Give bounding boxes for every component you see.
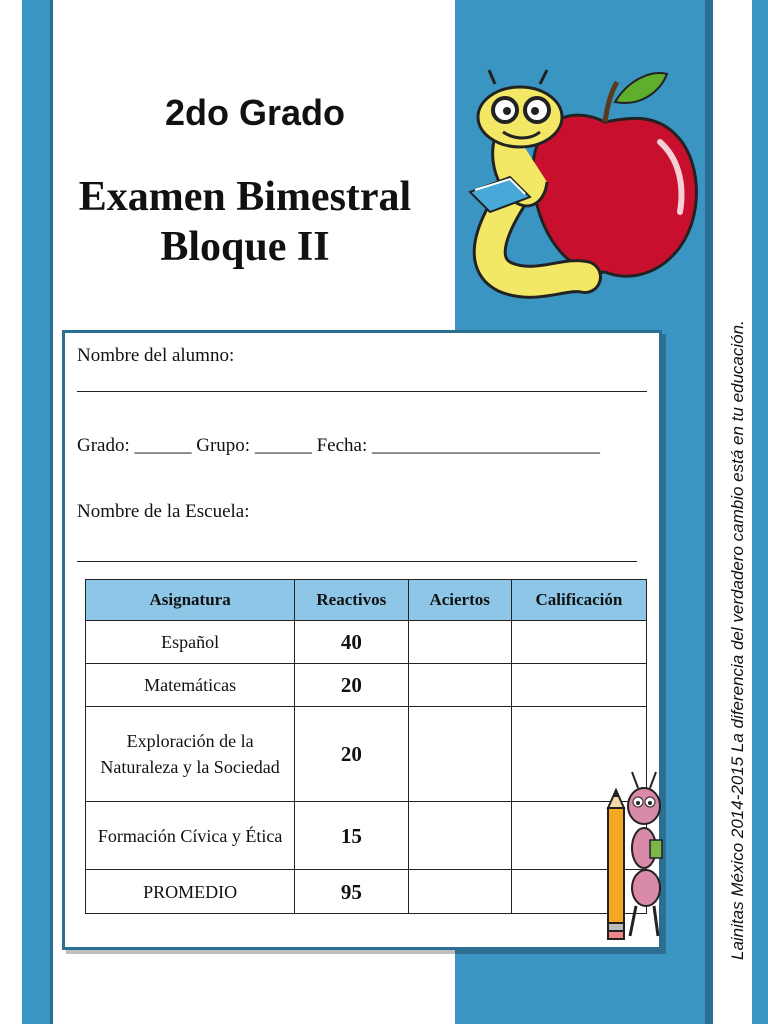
correct-cell[interactable] — [408, 870, 511, 914]
grade-group-date-row[interactable]: Grado: ______ Grupo: ______ Fecha: ________________________ — [77, 435, 600, 456]
header-asignatura: Asignatura — [86, 580, 295, 621]
correct-cell[interactable] — [408, 664, 511, 707]
side-slogan: Lainitas México 2014-2015 La diferencia del verdadero cambio está en tu educación. — [728, 320, 747, 960]
left-blue-bar — [22, 0, 53, 1024]
correct-cell[interactable] — [408, 621, 511, 664]
table-header-row — [86, 580, 647, 621]
table-row — [86, 664, 647, 707]
items-cell: 15 — [295, 802, 408, 870]
subject-cell: PROMEDIO — [86, 870, 295, 914]
school-name-label: Nombre de la Escuela: — [77, 501, 250, 522]
exam-title-line1: Examen Bimestral — [78, 174, 412, 220]
exam-title — [50, 172, 440, 272]
table-row — [86, 870, 647, 914]
items-cell: 40 — [295, 621, 408, 664]
score-cell[interactable] — [511, 621, 646, 664]
ant-with-pencil-icon — [600, 768, 670, 943]
subject-cell: Español — [86, 621, 295, 664]
score-cell[interactable] — [511, 664, 646, 707]
right-panel-edge — [705, 0, 713, 1024]
header-calificacion: Calificación — [511, 580, 646, 621]
far-right-blue-bar — [752, 0, 768, 1024]
items-cell: 20 — [295, 664, 408, 707]
exam-title-line2: Bloque II — [160, 224, 330, 270]
grade-heading: 2do Grado — [164, 92, 346, 133]
school-name-line[interactable] — [77, 561, 637, 562]
grades-table — [85, 579, 647, 914]
correct-cell[interactable] — [408, 707, 511, 802]
student-name-label: Nombre del alumno: — [77, 345, 235, 366]
table-row — [86, 802, 647, 870]
table-row — [86, 707, 647, 802]
table-row — [86, 621, 647, 664]
items-cell: 20 — [295, 707, 408, 802]
header-reactivos: Reactivos — [295, 580, 408, 621]
subject-cell: Formación Cívica y Ética — [86, 802, 295, 870]
correct-cell[interactable] — [408, 802, 511, 870]
worm-reading-apple-icon — [455, 62, 705, 302]
subject-cell: Exploración de la Naturaleza y la Sociedad — [86, 707, 295, 802]
exam-form-card — [62, 330, 662, 950]
items-cell: 95 — [295, 870, 408, 914]
header-aciertos: Aciertos — [408, 580, 511, 621]
subject-cell: Matemáticas — [86, 664, 295, 707]
student-name-line[interactable] — [77, 391, 647, 392]
